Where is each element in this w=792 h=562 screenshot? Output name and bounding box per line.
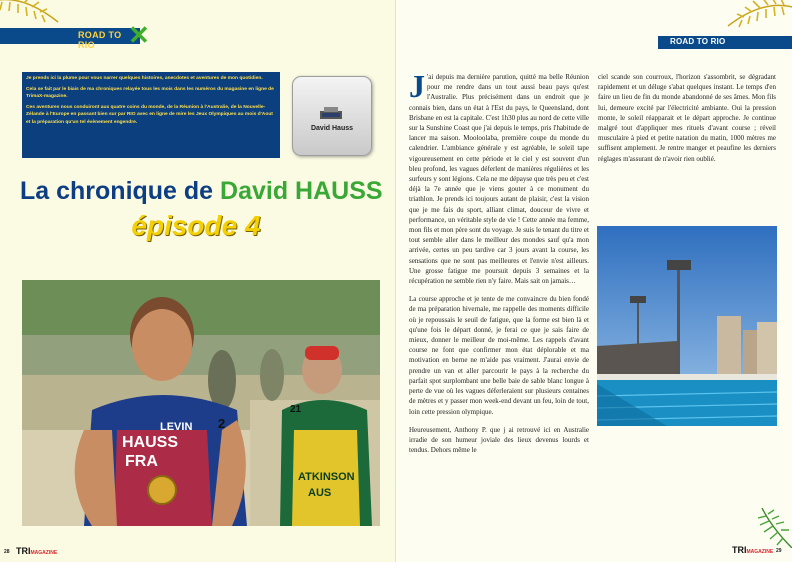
title-author-name: David HAUSS	[220, 177, 383, 205]
page-number: 29	[776, 548, 782, 554]
magazine-logo	[16, 546, 57, 556]
author-caption: David Hauss	[310, 125, 354, 132]
logo-text: TRI	[16, 546, 31, 556]
x-mark-icon: ✕	[128, 20, 150, 50]
section-banner	[658, 36, 792, 49]
paragraph-text: 'ai depuis ma dernière parution, quitté ma belle Réunion pour me rendre dans un tout aussi beau pays qu'est l'Australie. Plus précisément dans un endroit que je connais bien, dans un état à l'Est du pays, le Queensland, dont Brisbane en est la capitale. C'est 1h30 plus au nord de cette ville sur la Sunshine Coast que j'ai depuis le temps, pris l'habitude de lancer ma saison. Mooloolaba, première coupe du monde du calendrier. L'ambiance générale y est agréable, le soleil tape vigoureusement en cette période et le ciel y est souvent d'un bleu profond, les vagues déferlent de manières régulières et les surfeurs y sont légions. Cela ne me dépayse que très peu et c'est déjà la 7e année que je viens gouter à ce monument du triathlon. Je prends ici toujours autant de plaisir, c'est la vision que je me fais du sport, alliant climat, douceur de vivre et performance, un véritable style de vie ! Cette année ma femme, mon fils et mon père sont du voyage. Je suis le tenant du titre et tout semble aller dans le meilleur des mondes sauf qu'a mon arrivée, certes un peu tardive car 3 jours avant la course, les sensations que ne sont pas meilleures et l'envie n'est ailleurs. Une grosse fatigue me poursuit depuis 3 semaines et la récupération ne semble rien n'y faire. Mais sait on jamais…	[409, 73, 589, 286]
right-bib-number: 21	[290, 404, 302, 415]
article-column-1	[409, 68, 589, 463]
article-paragraph: Heureusement, Anthony P. que j ai retrouvé ici en Australie irradie de son humeur joviale des lieux devenus lourds et tendus. Dehors même le	[409, 425, 589, 455]
race-finish-photo	[22, 280, 380, 526]
right-page	[396, 0, 792, 562]
intro-box	[22, 72, 280, 158]
article-paragraph	[409, 68, 589, 286]
article-subtitle: épisode 4	[131, 210, 261, 241]
right-suit-country: AUS	[308, 487, 332, 499]
title-prefix: La chronique de	[20, 177, 221, 205]
drop-cap: J	[409, 68, 425, 104]
magazine-logo	[732, 545, 773, 555]
left-suit-brand: LEVIN	[160, 421, 193, 433]
left-bib-number: 2	[218, 416, 226, 431]
intro-paragraph: Cela se fait par le biais de ma chroniques relayée tous les mois dans les numéros du magasine en ligne de TrimaX-magazine.	[26, 86, 274, 100]
article-title	[20, 176, 396, 206]
article-paragraph: La course approche et je tente de me convaincre du bien fondé de ma préparation hivernale, me rappelle des moments difficile où je repoussais le seuil de fatigue, que la forme est bien là et qu'une fois le départ donné, je ferai ce que je sais faire de mieux, donner le meilleur de moi-même. Les rappels d'avant course ne font que confirmer mon état déplorable et ma motivation en berne ne m'aide pas vraiment. J'aurai envie de prendre un van et aller parcourir le pays à la recherche du parfait spot surplombant une belle baie de sable blanc longue à perte de vue où les vagues déferleraient sur plusieurs centaines de mètres et y passer mon week-end devant un feu, loin de tout, loin cette pression olympique.	[409, 295, 589, 416]
left-suit-country: FRA	[125, 453, 158, 470]
logo-text: TRI	[732, 545, 747, 555]
page-number: 28	[4, 549, 10, 555]
author-photo-frame	[292, 76, 372, 156]
author-photo-icon	[320, 107, 342, 119]
palm-leaf-decoration	[752, 508, 792, 548]
intro-paragraph: Je prends ici la plume pour vous narrer quelques histoires, anecdotes et aventures de mon quotidien.	[26, 76, 263, 81]
logo-suffix: MAGAZINE	[746, 549, 774, 555]
article-paragraph: ciel scande son courroux, l'horizon s'assombrit, se dégradant rapidement et un déluge s'abat quelques instant. Le temps d'en faire un lieu de fin du monde abandonné de ses âmes. Mon fils lui, demeure excité par l'électricité ambiante. Oui la pression monte, le soleil réapparait et le départ approche. Je continue malgré tout d'appliquer mes rituels d'avant course ; réveil musculaire à pied et petite natation du matin, 1000 mètres me suffisent amplement. Je rentre manger et peaufine les derniers réglages m'assurant de n'avoir rien oublié.	[598, 73, 776, 163]
section-banner	[0, 28, 140, 50]
intro-paragraph: Ces aventures nous conduiront aux quatre coins du monde, de la Réunion à l'Australie, de la Nouvelle-Zélande à l'Europe en passant bien sur par RIO avec en ligne de mire les Jeux Olympiques au mois d'Aout et la préparation qu'un tel évènement engendre.	[26, 104, 273, 125]
left-suit-name: HAUSS	[122, 434, 179, 451]
article-column-2	[598, 72, 776, 172]
stadium-pool-photo	[597, 226, 777, 426]
section-label: ROAD TO RIO	[78, 30, 122, 50]
right-suit-name: ATKINSON	[298, 471, 355, 483]
logo-suffix: MAGAZINE	[30, 550, 58, 556]
section-label: ROAD TO RIO	[670, 37, 726, 46]
